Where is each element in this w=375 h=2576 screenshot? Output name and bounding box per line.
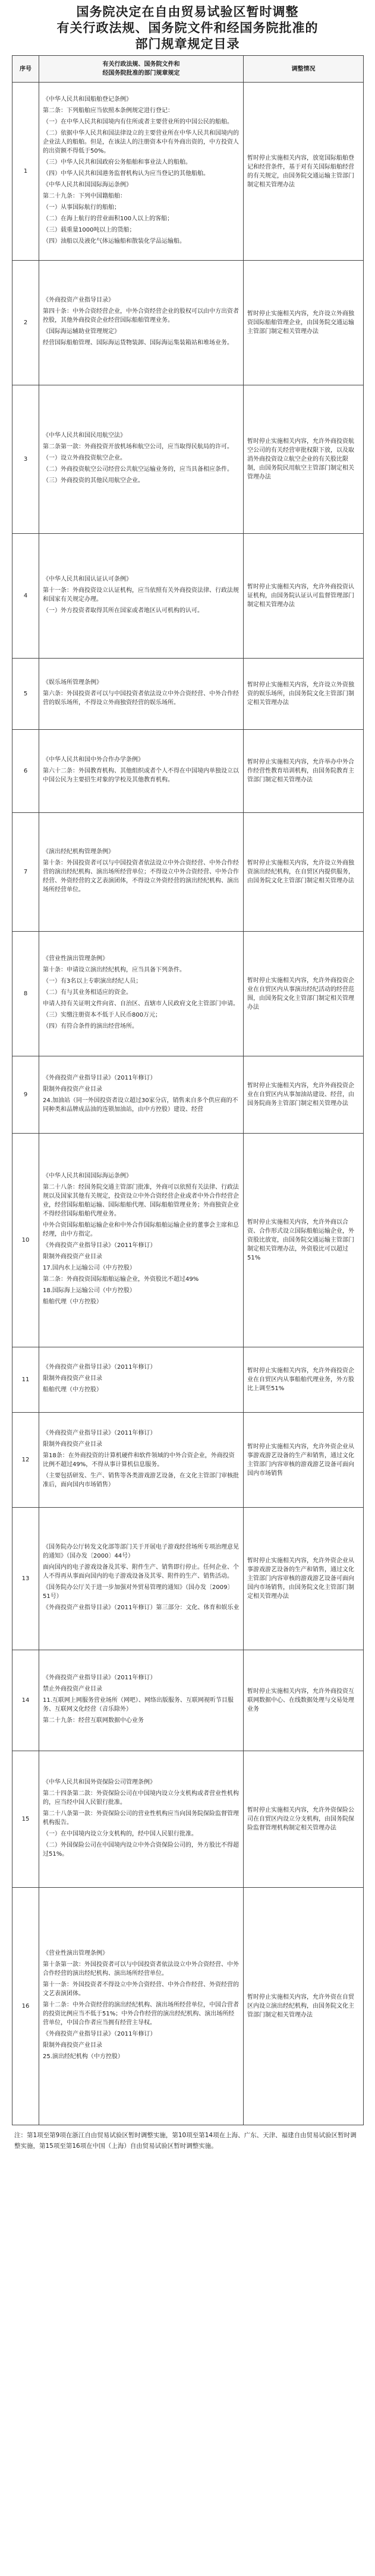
provision-paragraph: （一）从事国际航行的船舶； xyxy=(43,204,120,211)
provision-paragraph: 面向国内的电子游戏设备及其零、附件生产、销售即行停止。任何企业、个人不得再从事面向国内的电子游戏设备及其零、附件的生产、销售活动。 xyxy=(43,1564,239,1580)
adjustment-cell: 暂时停止实施相关内容，允许外资企业从事游戏游艺设备的生产和销售，通过文化主管部门内容审核的游戏游艺设备可面向国内市场销售 xyxy=(244,1413,364,1508)
table-row xyxy=(12,1888,364,2125)
provision-cell xyxy=(39,1888,244,2125)
provision-paragraph: （二）外国保险公司在中国境内设立中外合资保险公司的，外方股比不得超过51%。 xyxy=(43,1841,239,1857)
provision-paragraph: 《国务院办公厅关于进一步加强对外贸易管理的通知》（国办发〔2009〕51号） xyxy=(43,1584,234,1600)
provision-paragraph: 申请人持有关证明文件向省、自治区、直辖市人民政府文化主管部门申请。 xyxy=(43,1001,239,1007)
row-number: 11 xyxy=(12,1347,39,1413)
provision-paragraph: （一）在中国境内设立分支机构的，经中国人民银行批准。 xyxy=(43,1830,197,1837)
provision-paragraph: 经营国际船舶管理、国际海运货物装卸、国际海运集装箱站和堆场业务。 xyxy=(43,340,233,346)
provision-paragraph: （二）外商投资航空公司经营公共航空运输业务的，应当具备相应条件。 xyxy=(43,466,233,473)
row-number: 10 xyxy=(12,1134,39,1347)
provision-paragraph: 第二条：外商投资国际船舶运输企业，外资股比不超过49% xyxy=(43,1276,199,1283)
provision-paragraph: 第二条：下列船舶应当依照本条例规定进行登记： xyxy=(43,107,174,114)
table-row xyxy=(12,813,364,932)
footnote: 注：第1项至第9项在浙江自由贸易试验区暂时调整实施，第10项至第14项在上海、广东、天津、福建自由贸易试验区暂时调整实施，第15项至第16项在中国（上海）自由贸易试验区暂时调整实施。 xyxy=(14,2132,357,2150)
table-row xyxy=(12,932,364,1056)
row-number: 9 xyxy=(12,1056,39,1134)
provision-paragraph: （二）有与其业务相适应的资金。 xyxy=(43,989,132,996)
provision-cell xyxy=(39,659,244,730)
provision-cell xyxy=(39,1347,244,1413)
provision-paragraph: 18.国际海上运输公司（中方控股） xyxy=(43,1287,135,1294)
provision-paragraph: 第二十八条第一款：外资保险公司的营业性机构应当向国务院保险监督管理机构报告。 xyxy=(43,1810,239,1826)
provision-paragraph: 《娱乐场所管理条例》 xyxy=(43,679,102,686)
provision-paragraph: 《外商投资产业指导目录》（2011年修订） xyxy=(43,1074,156,1081)
adjustment-cell: 暂时停止实施相关内容，允许外资保险公司在自贸区内设立分支机构，由国务院保险监督管理机构制定相关管理办法 xyxy=(244,1751,364,1888)
provision-paragraph: （四）有符合条件的演出经营场所。 xyxy=(43,1023,138,1030)
provision-paragraph: 25.演出经纪机构（中方控股） xyxy=(43,2053,124,2060)
table-row xyxy=(12,1347,364,1413)
row-number: 2 xyxy=(12,261,39,385)
adjustment-cell: 暂时停止实施相关内容，允许设立外商独资国际船舶管理企业，由国务院交通运输主管部门制定相关管理办法 xyxy=(244,261,364,385)
provision-paragraph: 中外合资国际船舶运输企业和中外合作国际船舶运输企业的董事会主席和总经理，由中方指定。 xyxy=(43,1222,239,1238)
provision-cell xyxy=(39,1751,244,1888)
title-line: 有关行政法规、国务院文件和经国务院批准的 xyxy=(56,20,319,35)
provision-paragraph: 第十条第一款：外国投资者可以与中国投资者依法设立中外合资经营、中外合作经营的演出经纪机构、演出场所经营单位。 xyxy=(43,1961,239,1977)
row-number: 16 xyxy=(12,1888,39,2125)
provision-paragraph: 《外商投资产业指导目录》（2011年修订） xyxy=(43,1242,156,1249)
header-adjustment: 调整情况 xyxy=(244,56,364,83)
provision-paragraph: （一）设立外商投资航空企业。 xyxy=(43,455,126,461)
provision-cell xyxy=(39,730,244,813)
provision-paragraph: 《营业性演出管理条例》 xyxy=(43,955,108,962)
provision-paragraph: 第十二条：中外合资经营的演出经纪机构、演出场所经营单位，中国合营者的投资比例应当不低于51%；中外合作经营的演出经纪机构、演出场所经营单位，中国合作者应当拥有经营主导权。 xyxy=(43,2002,239,2026)
provision-paragraph: （三）中华人民共和国政府公务船舶和事业法人的船舶。 xyxy=(43,159,191,166)
provision-paragraph: （三）实缴注册资本不低于人民币800万元； xyxy=(43,1012,162,1018)
adjustment-cell: 暂时停止实施相关内容，放宽国际船舶登记和经营条件，基于对有关国际船舶经营的有关规定，由国务院交通运输主管部门制定相关管理办法 xyxy=(244,83,364,261)
row-number: 7 xyxy=(12,813,39,932)
header-provision xyxy=(39,56,244,83)
row-number: 6 xyxy=(12,730,39,813)
provision-paragraph: 《中华人民共和国中外合作办学条例》 xyxy=(43,757,144,763)
provision-paragraph: 第二十九条：下列中国籍船舶： xyxy=(43,192,126,200)
table-row xyxy=(12,1650,364,1751)
provision-cell xyxy=(39,932,244,1056)
row-number: 13 xyxy=(12,1508,39,1650)
provision-cell xyxy=(39,83,244,261)
provision-paragraph: 《外商投资产业指导目录》（2011年修订） xyxy=(43,1364,156,1371)
adjustment-cell: 暂时停止实施相关内容，允许外商以合资、合作形式设立国际船舶运输企业，外资股比放宽，由国务院交通运输主管部门制定相关管理办法，外资股比可以超过51% xyxy=(244,1134,364,1347)
table-row xyxy=(12,385,364,534)
provision-paragraph: 《外商投资产业指导目录》（2011年修订） xyxy=(43,2031,156,2037)
provision-cell xyxy=(39,1508,244,1650)
provision-paragraph: 《中华人民共和国民用航空法》 xyxy=(43,432,126,439)
provision-paragraph: 船舶代理（中方控股） xyxy=(43,1299,102,1305)
provision-cell xyxy=(39,813,244,932)
adjustment-cell: 暂时停止实施相关内容，允许举办中外合作经营性教育培训机构，由国务院教育主管部门制定相关管理办法 xyxy=(244,730,364,813)
title-line: 国务院决定在自由贸易试验区暂时调整 xyxy=(76,4,299,19)
provision-paragraph: 《外商投资产业指导目录》（2011年修订） xyxy=(43,1429,156,1436)
provision-paragraph: 第二十八条：经国务院交通主管部门批准，外商可以依照有关法律、行政法规以及国家其他有关规定，投资设立中外合资经营企业或者中外合作经营企业，经营国际船舶运输、国际船舶代理、国际船舶管理业务；外商独资企业不得经营国际船舶代理业务。 xyxy=(43,1184,239,1217)
provision-paragraph: 《中华人民共和国外资保险公司管理条例》 xyxy=(43,1778,156,1786)
header-no: 序号 xyxy=(12,56,39,83)
provision-cell xyxy=(39,385,244,534)
adjustment-cell: 暂时停止实施相关内容，允许外商投资企业在自贸区内从事演出经纪活动的经营范围，由国务院文化主管部门制定相关管理办法 xyxy=(244,932,364,1056)
provision-paragraph: 第18条：在外商投资的计算机硬件和软件领域的中外合资企业，外商投资比例不超过49%，不得从事计算机信息服务。 xyxy=(43,1452,235,1468)
provision-paragraph: （一）有3名以上专职演出经纪人员； xyxy=(43,978,142,985)
regulation-table xyxy=(12,55,364,2125)
provision-cell xyxy=(39,1413,244,1508)
table-row xyxy=(12,659,364,730)
adjustment-cell: 暂时停止实施相关内容，允许外资企业从事游戏游艺设备的生产和销售，通过文化主管部门内容审核的游戏游艺设备可面向国内市场销售，由国务院文化主管部门制定相关管理办法 xyxy=(244,1508,364,1650)
provision-paragraph: （二）依据中华人民共和国法律设立的主要营业所在中华人民共和国境内的企业法人的船舶。但是，在该法人的注册资本中有外商出资的，中方投资人的出资额不得低于50%。 xyxy=(43,129,239,154)
table-row xyxy=(12,1413,364,1508)
provision-paragraph: 24.加油站（同一外国投资者设立超过30家分店，销售来自多个供应商的不同种类和品牌成品油的连锁加油站，由中方控股）建设、经营 xyxy=(43,1097,238,1113)
provision-paragraph: 限制外商投资产业目录 xyxy=(43,1254,102,1260)
row-number: 5 xyxy=(12,659,39,730)
row-number: 1 xyxy=(12,83,39,261)
row-number: 4 xyxy=(12,534,39,659)
provision-cell xyxy=(39,261,244,385)
provision-paragraph: 《外商投资产业指导目录》 xyxy=(43,297,114,303)
provision-paragraph: 《国务院办公厅转发文化部等部门关于开展电子游戏经营场所专项治理意见的通知》（国办发〔2000〕44号） xyxy=(43,1544,239,1559)
provision-paragraph: 第十一条：外商投资设立认证机构，应当依照有关外商投资法律、行政法规和国家有关规定办理。 xyxy=(43,587,239,603)
table-row xyxy=(12,1134,364,1347)
adjustment-cell: 暂时停止实施相关内容，允许外资在自贸区内设立演出经纪机构，由国务院文化主管部门制定相关管理办法 xyxy=(244,1888,364,2125)
provision-paragraph: （一）外方投资者取得其所在国家或者地区认可机构的认可。 xyxy=(43,607,203,614)
provision-paragraph: 禁止外商投资产业目录 xyxy=(43,1686,102,1692)
table-row xyxy=(12,730,364,813)
row-number: 3 xyxy=(12,385,39,534)
adjustment-cell: 暂时停止实施相关内容，允许外商投资互联网数据中心、在线数据处理与交易处理业务 xyxy=(244,1650,364,1751)
provision-paragraph: 《中华人民共和国国际海运条例》 xyxy=(43,181,132,188)
provision-cell xyxy=(39,1134,244,1347)
row-number: 12 xyxy=(12,1413,39,1508)
table-header-row xyxy=(12,56,364,83)
provision-paragraph: 第六条：外国投资者可以与中国投资者依法设立中外合资经营、中外合作经营的娱乐场所，不得设立外商独资经营的娱乐场所。 xyxy=(43,691,239,706)
adjustment-cell: 暂时停止实施相关内容，允许外商投资企业在自贸区内从事船舶代理业务，外方股比上调至51% xyxy=(244,1347,364,1413)
provision-paragraph: 限制外商投资产业目录 xyxy=(43,1086,102,1093)
provision-paragraph: 第二十九条：经营互联网数据中心业务 xyxy=(43,1717,144,1724)
provision-paragraph: （二）在海上航行的营业面积100人以上的客船； xyxy=(43,215,174,222)
table-body xyxy=(12,83,364,2125)
provision-paragraph: 第六十二条：外国教育机构、其他组织或者个人不得在中国境内单独设立以中国公民为主要招生对象的学校及其他教育机构。 xyxy=(43,768,239,783)
provision-paragraph: 《国际海运辅助业管理规定》 xyxy=(43,328,120,335)
table-row xyxy=(12,1508,364,1650)
table-row xyxy=(12,261,364,385)
provision-paragraph: （主要包括研发、生产、销售等各类游戏游艺设备，在文化主管部门审核批准后，面向国内市场销售） xyxy=(43,1472,239,1488)
provision-paragraph: 船舶代理（中方控股） xyxy=(43,1387,102,1393)
provision-cell xyxy=(39,534,244,659)
header-provision-line: 有关行政法规、国务院文件和 xyxy=(102,61,180,68)
document-title xyxy=(12,4,363,52)
provision-cell xyxy=(39,1650,244,1751)
row-number: 15 xyxy=(12,1751,39,1888)
provision-paragraph: 17.国内水上运输公司（中方控股） xyxy=(43,1265,135,1271)
provision-paragraph: 第十条：外国投资者可以与中国投资者依法设立中外合资经营、中外合作经营的演出经纪机构、演出场所经营单位；不得设立中外合资经营、中外合作经营、外资经营的文艺表演团体，不得设立外资经营的演出经纪机构、演出场所经营单位。 xyxy=(43,860,239,893)
provision-paragraph: 11.互联网上网服务营业场所（网吧）、网络出版服务、互联网视听节目服务、互联网文化经营（音乐除外） xyxy=(43,1697,234,1713)
title-line: 部门规章规定目录 xyxy=(135,36,240,51)
provision-paragraph: 限制外商投资产业目录 xyxy=(43,1375,102,1382)
provision-paragraph: 第十条：申请设立演出经纪机构，应当具备下列条件。 xyxy=(43,967,185,973)
provision-paragraph: 《外商投资产业指导目录》（2011年修订） xyxy=(43,1675,156,1681)
provision-paragraph: （三）载重量1000吨以上的货船； xyxy=(43,226,135,233)
row-number: 8 xyxy=(12,932,39,1056)
provision-paragraph: 《外商投资产业指导目录》（2011年修订）第三部分：文化、体育和娱乐业 xyxy=(43,1605,240,1611)
table-row xyxy=(12,534,364,659)
provision-paragraph: 《营业性演出管理条例》 xyxy=(43,1950,108,1957)
provision-paragraph: 第四十条：中外合资经营企业，中外合资经营企业的股权可以由中方出资者控股，其他外商投资企业经营国际船舶管理业务。 xyxy=(43,308,239,324)
adjustment-cell: 暂时停止实施相关内容，允许外商投资企业在自贸区内从事加油站建设、经营，由国务院商务主管部门制定相关管理办法 xyxy=(244,1056,364,1134)
provision-cell xyxy=(39,1056,244,1134)
provision-paragraph: （四）油船以及液化气体运输船和散装化学品运输船。 xyxy=(43,238,185,245)
table-row xyxy=(12,83,364,261)
provision-paragraph: 《中华人民共和国认证认可条例》 xyxy=(43,575,132,583)
row-number: 14 xyxy=(12,1650,39,1751)
adjustment-cell: 暂时停止实施相关内容，允许外商投资航空公司的有关经营审批权限下放，以及取消外商投资设立航空企业的有关股比限制，由国务院民用航空主管部门制定相关管理办法 xyxy=(244,385,364,534)
provision-paragraph: 第十一条：外国投资者不得设立中外合资经营、中外合作经营、外资经营的文艺表演团体。 xyxy=(43,1982,239,1997)
provision-paragraph: 《演出经纪机构管理条例》 xyxy=(43,849,114,855)
provision-paragraph: 限制外商投资产业目录 xyxy=(43,2042,102,2049)
table-row xyxy=(12,1056,364,1134)
provision-paragraph: 限制外商投资产业目录 xyxy=(43,1441,102,1448)
provision-paragraph: （一）在中华人民共和国境内有住所或者主要营业所的中国公民的船舶。 xyxy=(43,118,233,125)
adjustment-cell: 暂时停止实施相关内容，允许设立外商独资演出经纪机构，在自贸区内提供服务，由国务院文化主管部门制定相关管理办法 xyxy=(244,813,364,932)
provision-paragraph: （四）中华人民共和国港务监督机构认为应当登记的其他船舶。 xyxy=(43,170,209,177)
table-row xyxy=(12,1751,364,1888)
provision-paragraph: 《中华人民共和国国际海运条例》 xyxy=(43,1173,132,1179)
provision-paragraph: 第二条第一款：外商投资开放机场和航空公司，应当取得民航局的许可。 xyxy=(43,444,233,450)
adjustment-cell: 暂时停止实施相关内容，允许外商投资认证机构，由国务院认证认可监督管理部门制定相关管理办法 xyxy=(244,534,364,659)
provision-paragraph: 第二十四条第二款：外资保险公司在中国境内设立分支机构或者营业性机构的，应当经中国人民银行批准。 xyxy=(43,1790,239,1806)
adjustment-cell: 暂时停止实施相关内容，允许设立外资独资的娱乐场所，由国务院文化主管部门制定相关管理办法 xyxy=(244,659,364,730)
provision-paragraph: （三）外商投资的其他民用航空企业。 xyxy=(43,477,144,484)
provision-paragraph: 《中华人民共和国船舶登记条例》 xyxy=(43,96,132,103)
header-provision-line: 经国务院批准的部门规章规定 xyxy=(102,70,180,77)
